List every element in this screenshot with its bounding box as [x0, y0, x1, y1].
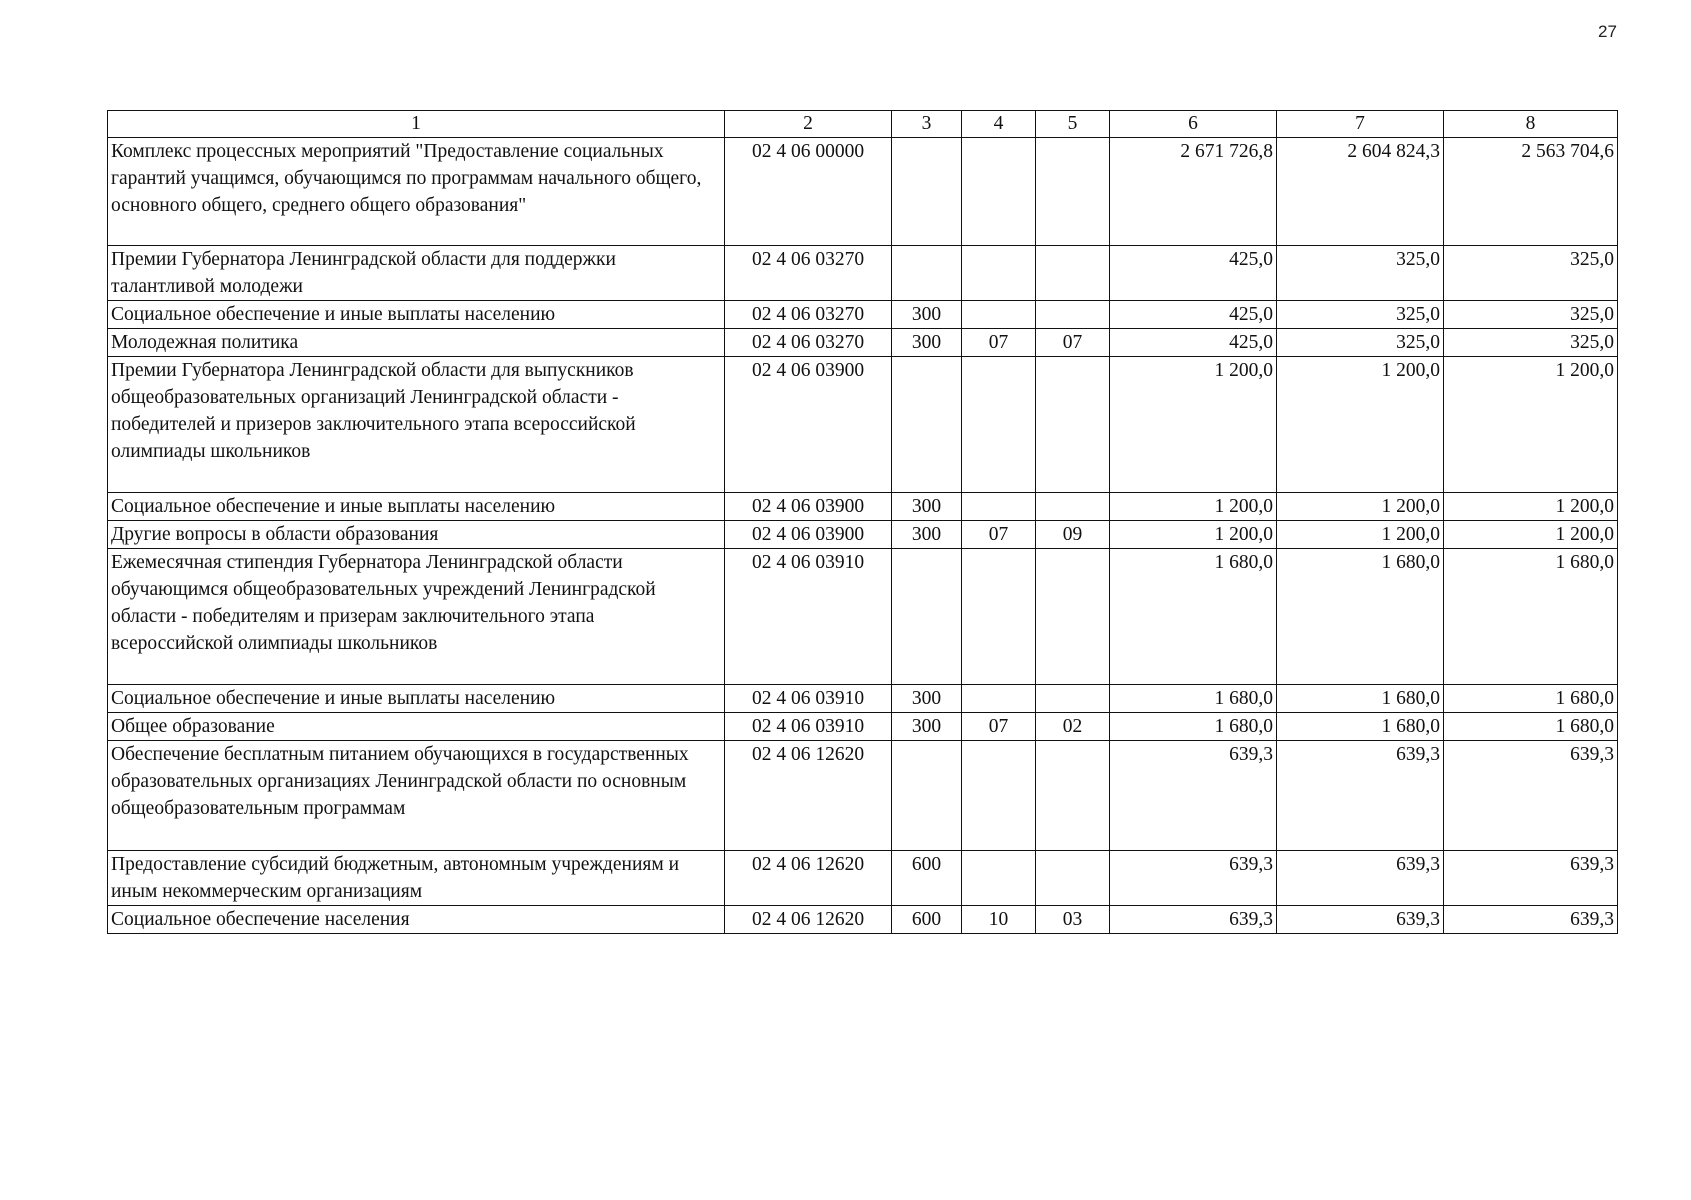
row-amount-year1-cell: 1 680,0	[1110, 713, 1277, 741]
table-row	[108, 713, 1618, 741]
row-amount-year3-cell: 639,3	[1444, 741, 1618, 851]
header-cell-7: 7	[1277, 111, 1444, 138]
row-subsection-cell	[1036, 851, 1110, 906]
row-subsection-cell	[1036, 301, 1110, 329]
row-target-article-cell: 02 4 06 12620	[725, 741, 892, 851]
row-amount-year1-cell: 639,3	[1110, 906, 1277, 934]
row-name-cell: Социальное обеспечение и иные выплаты населению	[108, 685, 725, 713]
row-target-article-cell: 02 4 06 03910	[725, 713, 892, 741]
row-amount-year2-cell: 2 604 824,3	[1277, 138, 1444, 246]
row-amount-year1-cell: 1 680,0	[1110, 685, 1277, 713]
page-number: 27	[1598, 22, 1617, 41]
row-amount-year3-cell: 1 200,0	[1444, 521, 1618, 549]
row-target-article-cell: 02 4 06 12620	[725, 906, 892, 934]
row-section-cell: 07	[962, 521, 1036, 549]
header-cell-6: 6	[1110, 111, 1277, 138]
header-cell-3: 3	[892, 111, 962, 138]
row-amount-year2-cell: 1 680,0	[1277, 549, 1444, 685]
row-target-article-cell: 02 4 06 12620	[725, 851, 892, 906]
row-target-article-cell: 02 4 06 03270	[725, 329, 892, 357]
row-expense-type-cell: 300	[892, 713, 962, 741]
row-amount-year2-cell: 325,0	[1277, 329, 1444, 357]
table-row	[108, 357, 1618, 493]
row-amount-year2-cell: 1 680,0	[1277, 713, 1444, 741]
row-section-cell	[962, 741, 1036, 851]
row-section-cell	[962, 851, 1036, 906]
table-body	[108, 138, 1618, 934]
row-name-cell: Общее образование	[108, 713, 725, 741]
row-section-cell	[962, 301, 1036, 329]
row-amount-year1-cell: 1 200,0	[1110, 521, 1277, 549]
row-amount-year2-cell: 639,3	[1277, 906, 1444, 934]
row-expense-type-cell: 300	[892, 493, 962, 521]
row-section-cell	[962, 685, 1036, 713]
row-subsection-cell: 03	[1036, 906, 1110, 934]
row-name-cell: Предоставление субсидий бюджетным, автономным учреждениям и иным некоммерческим организациям	[108, 851, 725, 906]
row-amount-year2-cell: 1 200,0	[1277, 357, 1444, 493]
row-name-cell: Социальное обеспечение населения	[108, 906, 725, 934]
row-amount-year1-cell: 1 680,0	[1110, 549, 1277, 685]
row-amount-year3-cell: 2 563 704,6	[1444, 138, 1618, 246]
header-cell-5: 5	[1036, 111, 1110, 138]
row-subsection-cell: 09	[1036, 521, 1110, 549]
row-name-cell: Социальное обеспечение и иные выплаты населению	[108, 493, 725, 521]
row-expense-type-cell: 300	[892, 301, 962, 329]
row-amount-year3-cell: 639,3	[1444, 851, 1618, 906]
row-amount-year1-cell: 1 200,0	[1110, 493, 1277, 521]
row-expense-type-cell: 300	[892, 521, 962, 549]
row-amount-year1-cell: 639,3	[1110, 741, 1277, 851]
row-amount-year2-cell: 1 680,0	[1277, 685, 1444, 713]
table-row	[108, 521, 1618, 549]
row-amount-year1-cell: 425,0	[1110, 246, 1277, 301]
row-amount-year3-cell: 1 680,0	[1444, 713, 1618, 741]
row-amount-year2-cell: 639,3	[1277, 851, 1444, 906]
row-expense-type-cell	[892, 357, 962, 493]
row-subsection-cell	[1036, 357, 1110, 493]
row-amount-year3-cell: 325,0	[1444, 246, 1618, 301]
row-target-article-cell: 02 4 06 03900	[725, 357, 892, 493]
row-target-article-cell: 02 4 06 03910	[725, 549, 892, 685]
table-row	[108, 741, 1618, 851]
row-expense-type-cell: 600	[892, 851, 962, 906]
row-amount-year1-cell: 425,0	[1110, 329, 1277, 357]
table-row	[108, 685, 1618, 713]
row-amount-year3-cell: 325,0	[1444, 329, 1618, 357]
table-row	[108, 549, 1618, 685]
row-amount-year3-cell: 1 680,0	[1444, 685, 1618, 713]
row-section-cell	[962, 493, 1036, 521]
row-subsection-cell	[1036, 493, 1110, 521]
table-row	[108, 138, 1618, 246]
row-expense-type-cell	[892, 741, 962, 851]
table-row	[108, 493, 1618, 521]
row-subsection-cell: 07	[1036, 329, 1110, 357]
row-amount-year2-cell: 325,0	[1277, 301, 1444, 329]
row-section-cell: 07	[962, 329, 1036, 357]
row-subsection-cell: 02	[1036, 713, 1110, 741]
row-amount-year3-cell: 1 200,0	[1444, 493, 1618, 521]
table-row	[108, 906, 1618, 934]
row-expense-type-cell: 300	[892, 329, 962, 357]
row-amount-year2-cell: 639,3	[1277, 741, 1444, 851]
row-subsection-cell	[1036, 549, 1110, 685]
row-expense-type-cell: 600	[892, 906, 962, 934]
row-expense-type-cell	[892, 138, 962, 246]
row-amount-year3-cell: 325,0	[1444, 301, 1618, 329]
header-cell-1: 1	[108, 111, 725, 138]
header-cell-4: 4	[962, 111, 1036, 138]
row-target-article-cell: 02 4 06 03270	[725, 301, 892, 329]
header-cell-8: 8	[1444, 111, 1618, 138]
row-expense-type-cell	[892, 246, 962, 301]
row-amount-year1-cell: 425,0	[1110, 301, 1277, 329]
row-section-cell	[962, 357, 1036, 493]
row-amount-year1-cell: 2 671 726,8	[1110, 138, 1277, 246]
row-name-cell: Ежемесячная стипендия Губернатора Ленинградской области обучающимся общеобразовательных учреждений Ленинградской области - победителям и призерам заключительного этапа всероссийской олимпиады школьников	[108, 549, 725, 685]
row-section-cell: 07	[962, 713, 1036, 741]
row-section-cell: 10	[962, 906, 1036, 934]
row-amount-year2-cell: 325,0	[1277, 246, 1444, 301]
table-row	[108, 851, 1618, 906]
budget-table	[107, 110, 1618, 934]
row-name-cell: Другие вопросы в области образования	[108, 521, 725, 549]
table-row	[108, 329, 1618, 357]
row-subsection-cell	[1036, 246, 1110, 301]
row-name-cell: Социальное обеспечение и иные выплаты населению	[108, 301, 725, 329]
header-row	[108, 111, 1618, 138]
row-target-article-cell: 02 4 06 03900	[725, 521, 892, 549]
row-section-cell	[962, 549, 1036, 685]
row-amount-year1-cell: 1 200,0	[1110, 357, 1277, 493]
row-subsection-cell	[1036, 138, 1110, 246]
row-expense-type-cell	[892, 549, 962, 685]
row-section-cell	[962, 246, 1036, 301]
row-amount-year2-cell: 1 200,0	[1277, 493, 1444, 521]
row-name-cell: Премии Губернатора Ленинградской области для выпускников общеобразовательных организаций Ленинградской области - победителей и призеров заключительного этапа всероссийской олимпиады школьников	[108, 357, 725, 493]
row-target-article-cell: 02 4 06 03900	[725, 493, 892, 521]
row-subsection-cell	[1036, 685, 1110, 713]
row-target-article-cell: 02 4 06 00000	[725, 138, 892, 246]
row-name-cell: Молодежная политика	[108, 329, 725, 357]
row-name-cell: Комплекс процессных мероприятий "Предоставление социальных гарантий учащимся, обучающимся по программам начального общего, основного общего, среднего общего образования"	[108, 138, 725, 246]
row-amount-year2-cell: 1 200,0	[1277, 521, 1444, 549]
table-row	[108, 246, 1618, 301]
header-cell-2: 2	[725, 111, 892, 138]
row-amount-year3-cell: 1 680,0	[1444, 549, 1618, 685]
row-target-article-cell: 02 4 06 03270	[725, 246, 892, 301]
table-row	[108, 301, 1618, 329]
row-name-cell: Премии Губернатора Ленинградской области для поддержки талантливой молодежи	[108, 246, 725, 301]
row-amount-year1-cell: 639,3	[1110, 851, 1277, 906]
row-amount-year3-cell: 639,3	[1444, 906, 1618, 934]
row-expense-type-cell: 300	[892, 685, 962, 713]
row-section-cell	[962, 138, 1036, 246]
row-subsection-cell	[1036, 741, 1110, 851]
row-target-article-cell: 02 4 06 03910	[725, 685, 892, 713]
row-name-cell: Обеспечение бесплатным питанием обучающихся в государственных образовательных организациях Ленинградской области по основным общеобразовательным программам	[108, 741, 725, 851]
row-amount-year3-cell: 1 200,0	[1444, 357, 1618, 493]
